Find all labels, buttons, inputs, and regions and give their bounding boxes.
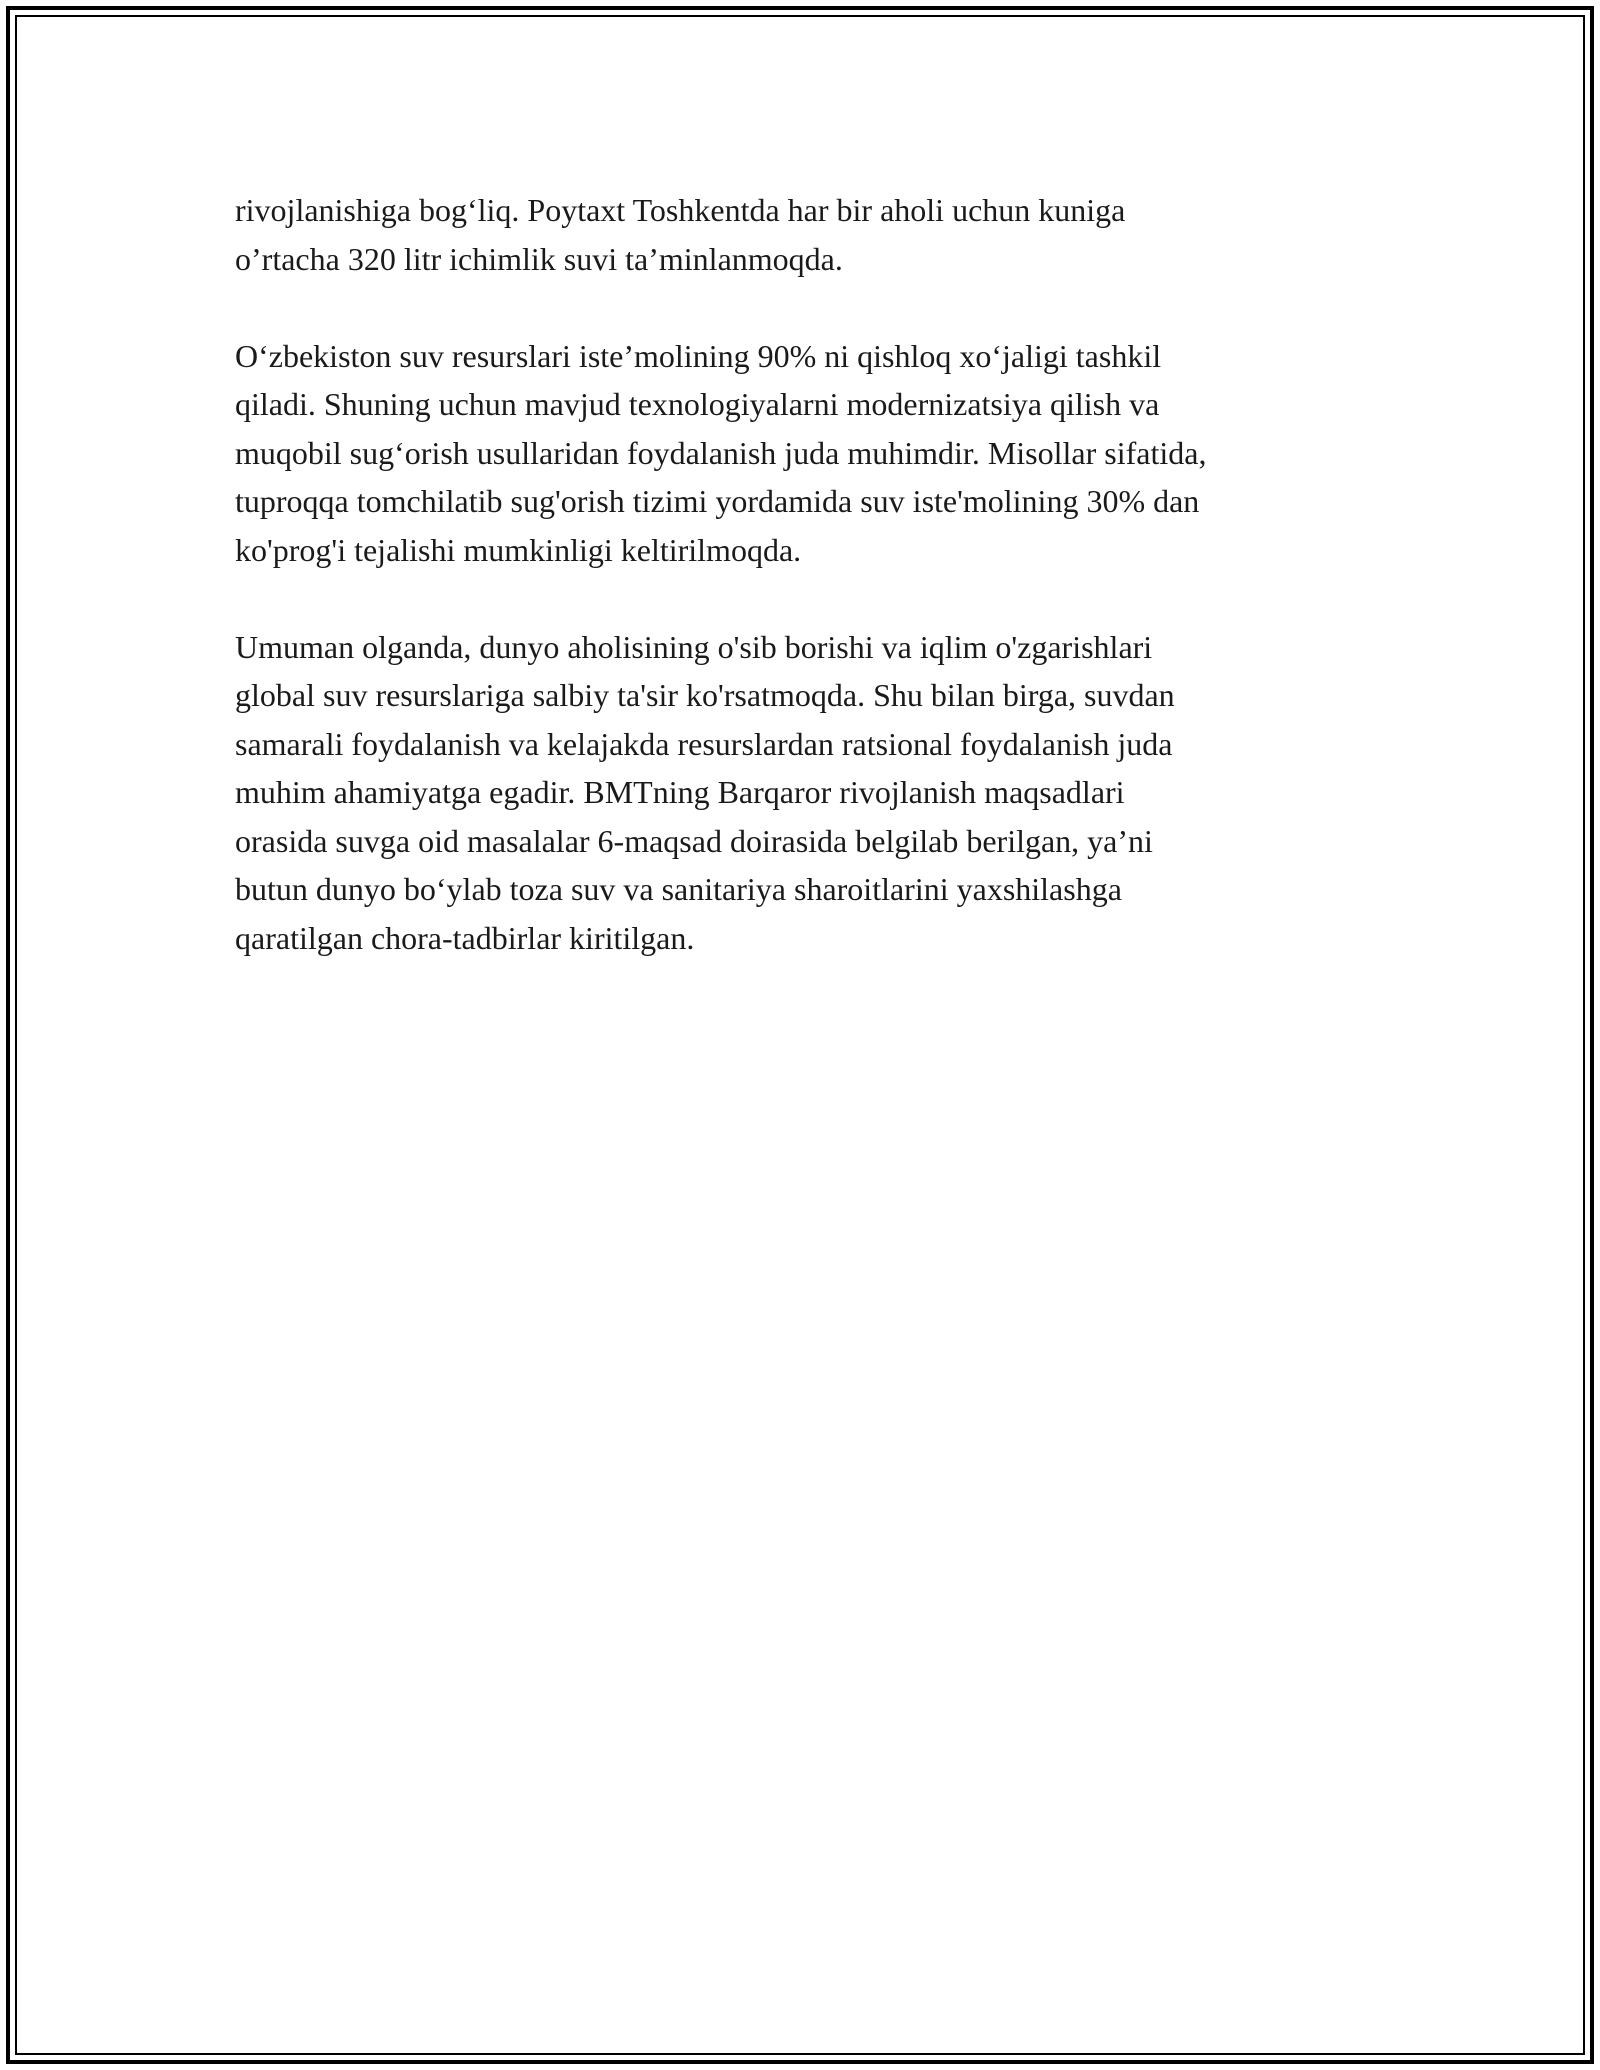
text-line: O‘zbekiston suv resurslari iste’molining 90% ni qishloq xo‘jaligi tashkil bbox=[235, 337, 1162, 374]
paragraph-3 bbox=[235, 623, 1375, 963]
text-line: qiladi. Shuning uchun mavjud texnologiyalarni modernizatsiya qilish va bbox=[235, 386, 1160, 422]
document-body bbox=[235, 186, 1375, 1011]
text-line: orasida suvga oid masalalar 6-maqsad doirasida belgilab berilgan, ya’ni bbox=[235, 822, 1153, 859]
text-line: global suv resurslariga salbiy ta'sir ko'rsatmoqda. Shu bilan birga, suvdan bbox=[235, 677, 1175, 713]
text-line: o’rtacha 320 litr ichimlik suvi ta’minlanmoqda. bbox=[235, 240, 843, 277]
text-line: ko'prog'i tejalishi mumkinligi keltirilmoqda. bbox=[235, 531, 802, 568]
text-line: Umuman olganda, dunyo aholisining o'sib borishi va iqlim o'zgarishlari bbox=[235, 628, 1153, 665]
text-line: butun dunyo bo‘ylab toza suv va sanitariya sharoitlarini yaxshilashga bbox=[235, 871, 1122, 907]
paragraph-1 bbox=[235, 186, 1375, 283]
text-line: tuproqqa tomchilatib sug'orish tizimi yordamida suv iste'molining 30% dan bbox=[235, 483, 1200, 519]
text-line: samarali foydalanish va kelajakda resurslardan ratsional foydalanish juda bbox=[235, 725, 1173, 762]
paragraph-2 bbox=[235, 332, 1375, 575]
text-line: rivojlanishiga bog‘liq. Poytaxt Toshkentda har bir aholi uchun kuniga bbox=[235, 192, 1126, 228]
text-line: muhim ahamiyatga egadir. BMTning Barqaror rivojlanish maqsadlari bbox=[235, 774, 1125, 810]
text-line: qaratilgan chora-tadbirlar kiritilgan. bbox=[235, 919, 695, 956]
text-line: muqobil sug‘orish usullaridan foydalanish juda muhimdir. Misollar sifatida, bbox=[235, 434, 1207, 471]
